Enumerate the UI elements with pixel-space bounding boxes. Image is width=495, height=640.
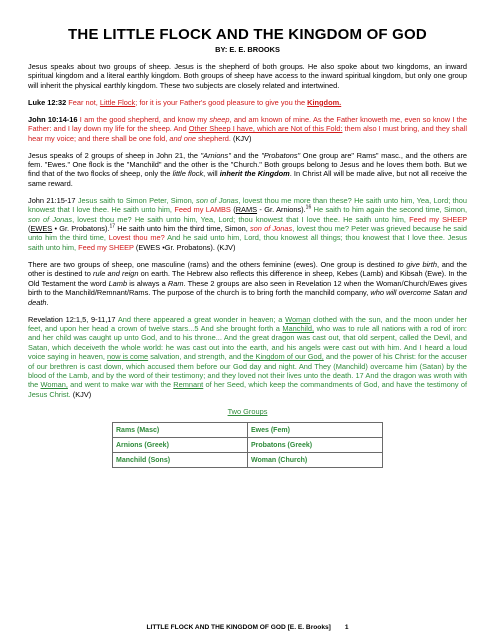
john10-text: them also I must bring, and they shall hear my voice; and there shall be one fold, — [28, 124, 467, 143]
inherit-kingdom-term: inherit the Kingdom — [219, 169, 290, 179]
john10-text: , and am known of mine. As the Father knoweth me, even so know I the Father: and I lay down my life for the sheep. And — [28, 114, 467, 134]
page-footer — [0, 624, 495, 631]
john10-text: I am the good shepherd, and know my — [77, 114, 210, 124]
lovest-thou-me: Lovest thou me? — [108, 233, 165, 243]
john10-other-sheep: Other Sheep I have, which are Not of this Fold: — [188, 124, 343, 134]
intro-paragraph: Jesus speaks about two groups of sheep. Jesus is the shepherd of both groups. He also spoke about two kingdoms, an inward spiritual kingdom and a literal earthly kingdom. Both groups of sheep have access to the inward spiritual kingdom, but only one group will inherit the physical earthly kingdom. These two subjects are closely related and intertwined. — [28, 62, 467, 90]
john21-ref: John 21:15-17 — [28, 195, 76, 205]
john10-one: and one — [169, 133, 197, 143]
two-groups-table — [112, 422, 383, 468]
page-number: 1 — [344, 624, 349, 631]
john10-text: shepherd. — [196, 133, 231, 143]
table-row — [113, 438, 383, 453]
feed-sheep: Feed my SHEEP — [78, 242, 134, 252]
author-byline: BY: E. E. BROOKS — [215, 45, 280, 54]
table-cell: Ewes (Fem) — [248, 423, 383, 438]
feed-lambs: Feed my LAMBS — [174, 205, 231, 215]
table-row — [113, 423, 383, 438]
two-groups-paragraph: Jesus speaks of 2 groups of sheep in John 21, the "Arnions" and the "Probatons" One group are" Rams" masc., and the others are fem. "Ewes." One flock is the "Manchild" and the other is the "Church." Both groups belong to Jesus and he loves them both. But we find that of the two flocks of sheep, only the little flock, will inherit the Kingdom. In Christ All will be made alive, but not all receive the same reward. — [28, 150, 468, 188]
arnions-term: "Arnions" — [200, 150, 231, 160]
luke-little-flock: Little Flock — [99, 97, 136, 107]
little-flock-term: little flock — [172, 169, 204, 179]
ewes-link: EWES — [30, 224, 53, 234]
revelation-passage: Revelation 12:1,5, 9-11,17 And there appeared a great wonder in heaven; a Woman clothed with the sun, and the moon under her feet, and upon her head a crown of twelve stars...5 And she brought forth a Manchild, who was to rule all nations with a rod of iron: and her child was caught up unto God, and to his throne... And the great dragon was cast out, that old serpent, called the Devil, and Satan, which deceiveth the whole world: he was cast out into the earth, and his angels were cast out with him. And I heard a loud voice saying in heaven, now is come salvation, and strength, and the Kingdom of our God, and the power of his Christ: for the accuser of our brethren is cast down, which accused them before our God day and night. And They (Manchild) overcame him (Satan) by the blood of the Lamb, and by the word of their testimony; and they loved not their lives unto the death. 17 And the dragon was wroth with the Woman, and went to make war with the Remnant of her Seed, which keep the commandments of God, and have the testimony of Jesus Christ. (KJV) — [28, 314, 468, 399]
rams-link: RAMS — [235, 205, 258, 215]
revelation-ref: Revelation 12:1,5, 9-11,17 — [28, 314, 116, 324]
john10-passage — [28, 115, 467, 143]
table-cell: Probatons (Greek) — [248, 438, 383, 453]
footer-title: LITTLE FLOCK AND THE KINGDOM OF GOD [E. E. Brooks] — [146, 624, 331, 631]
table-cell: Arnions (Greek) — [113, 438, 248, 453]
table-cell: Manchild (Sons) — [113, 453, 248, 468]
table-cell: Rams (Masc) — [113, 423, 248, 438]
luke-ref: Luke 12:32 — [28, 97, 67, 107]
luke-kingdom: Kingdom. — [307, 97, 342, 107]
john10-ref: John 10:14-16 — [28, 114, 78, 124]
sheep-groups-paragraph: There are two groups of sheep, one masculine (rams) and the others feminine (ewes). One group is destined to give birth, and the other is destined to rule and reign on earth. The Hebrew also reflects this difference in sheep, Kebes (Lamb) and Kibsah (Ewe). In the Old Testament the word Lamb is always a Ram. These 2 groups are also seen in Revelation 12 when the Woman/Church/Ewes gives birth to the Manchild/Remnant/Rams. The purpose of the church is to bring forth the manchild company, who will overcome Satan and death. — [28, 259, 467, 307]
feed-sheep: Feed my SHEEP — [409, 214, 468, 224]
john21-passage: John 21:15-17 Jesus saith to Simon Peter, Simon, son of Jonas, lovest thou me more than these? He saith unto him, Yea, Lord; thou knowest that I love thee. He saith unto him, Feed my LAMBS (RAMS - Gr. Arnions).$^{16}$ He saith to him again the second time, Simon, son of Jonas, lovest thou me? He saith unto him, Yea, Lord; thou knowest that I love thee. He saith unto him, Feed my SHEEP (EWES • Gr. Probatons).$^{17}$ He saith unto him the third time, Simon, son of Jonas, lovest thou me? Peter was grieved because he said unto him the third time, Lovest thou me? And he said unto him, Lord, thou knowest all things; thou knowest that I love thee. Jesus saith unto him, Feed my SHEEP (EWES •Gr. Probatons). (KJV) — [28, 195, 468, 252]
luke-text: Fear not, — [66, 97, 100, 107]
luke-passage — [28, 98, 467, 107]
document-title: THE LITTLE FLOCK AND THE KINGDOM OF GOD — [68, 26, 427, 43]
luke-text: ; for it is your Father's good pleasure to give you the — [135, 97, 308, 107]
table-cell: Woman (Church) — [248, 453, 383, 468]
john10-sheep: sheep — [209, 114, 230, 124]
two-groups-heading: Two Groups — [227, 407, 268, 417]
john10-kjv: (KJV) — [230, 133, 252, 143]
table-row — [113, 453, 383, 468]
probatons-term: "Probatons" — [261, 150, 301, 160]
